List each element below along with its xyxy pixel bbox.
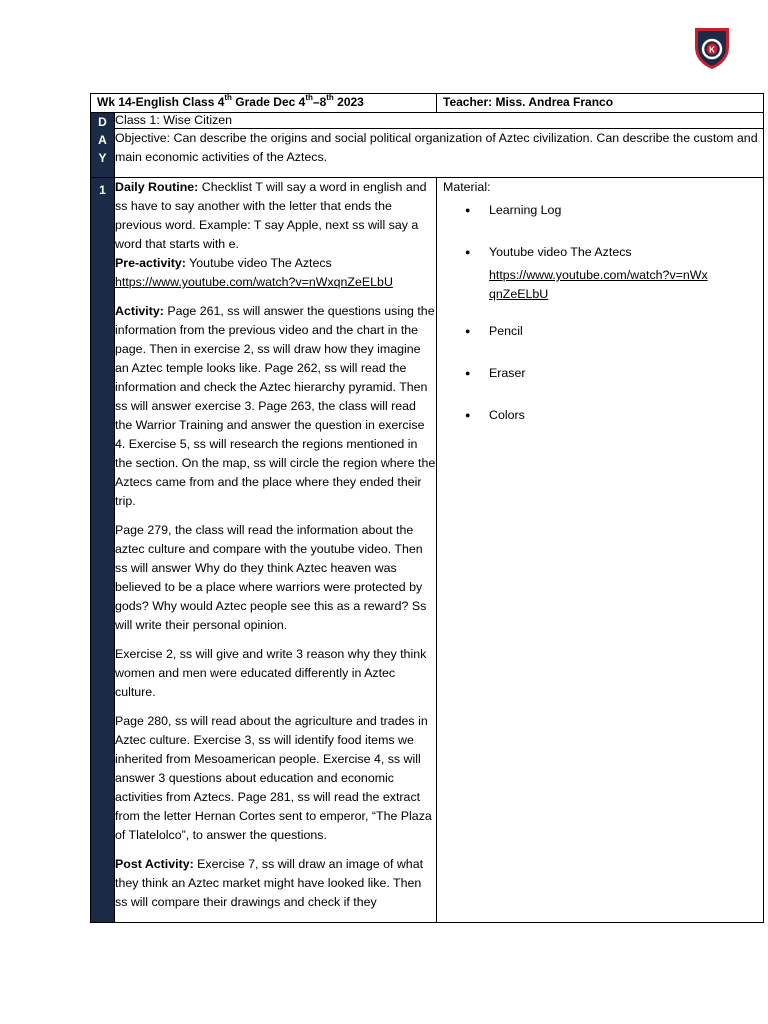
exercise-2-paragraph: Exercise 2, ss will give and write 3 reason why they think women and men were educated differently in Aztec culture. [115,647,427,699]
activity-paragraph: Activity: Page 261, ss will answer the questions using the information from the previous video and the chart in the page. Then in exercise 2, ss will draw how they imagine an Aztec temple looks like. Page 262, ss will read the information and check the Aztec hierarchy pyramid. Then ss will answer exercise 3. Page 263, the class will read the Warrior Training and answer the question in exercise 4. Exercise 5, ss will research the regions mentioned in the section. On the map, ss will circle the region where the Aztecs came from and the place where they ended their trip. [115,304,436,508]
material-pencil: ● Pencil [465,322,763,341]
week-title: Wk 14-English Class 4th Grade Dec 4th–8th 2023 [91,94,437,113]
daily-routine: Daily Routine: Checklist T will say a word in english and ss have to say another with the letter that ends the previous word. Example: T say Apple, next ss will say a word that starts with e. [115,180,427,251]
school-shield-logo [692,25,732,71]
objective: Objective: Can describe the origins and social political organization of Aztec civilization. Can describe the custom and main economic activities of the Aztecs. [115,129,764,178]
day-label: D A Y [91,113,115,178]
material-video-link[interactable]: https://www.youtube.com/watch?v=nWxqnZeELbU [489,268,708,301]
material-eraser: ● Eraser [465,364,763,383]
page-279-paragraph: Page 279, the class will read the information about the aztec culture and compare with the youtube video. Then ss will answer Why do they think Aztec heaven was believed to be a place where warriors were protected by gods? Why would Aztec people see this as a reward? Ss will write their personal opinion. [115,523,427,632]
logo-letter: K [709,45,715,55]
activities-cell [115,178,437,923]
material-video: ● Youtube video The Aztecs [465,243,763,262]
materials-list [437,201,763,425]
class-title: Class 1: Wise Citizen [115,113,764,129]
header-row [91,94,764,113]
post-activity-paragraph: Post Activity: Exercise 7, ss will draw an image of what they think an Aztec market might have looked like. Then ss will compare their drawings and check if they [115,857,424,909]
material-colors: ● Colors [465,406,763,425]
material-video-link-item [465,266,763,304]
materials-label: Material: [443,180,491,194]
teacher-name: Teacher: Miss. Andrea Franco [437,94,764,113]
material-learning-log: ● Learning Log [465,201,763,220]
lesson-plan-table [90,93,764,923]
materials-cell [437,178,764,923]
day-number: 1 [91,178,115,923]
page-280-paragraph: Page 280, ss will read about the agriculture and trades in Aztec culture. Exercise 3, ss will identify food items we inherited from Mesoamerican people. Exercise 4, ss will answer 3 questions about education and economic activities from Aztecs. Page 281, ss will read the extract from the letter Hernan Cortes sent to emperor, “The Plaza of Tlatelolco”, to answer the questions. [115,714,432,842]
youtube-link[interactable]: https://www.youtube.com/watch?v=nWxqnZeELbU [115,275,393,289]
pre-activity: Pre-activity: Youtube video The Aztecs [115,256,332,270]
